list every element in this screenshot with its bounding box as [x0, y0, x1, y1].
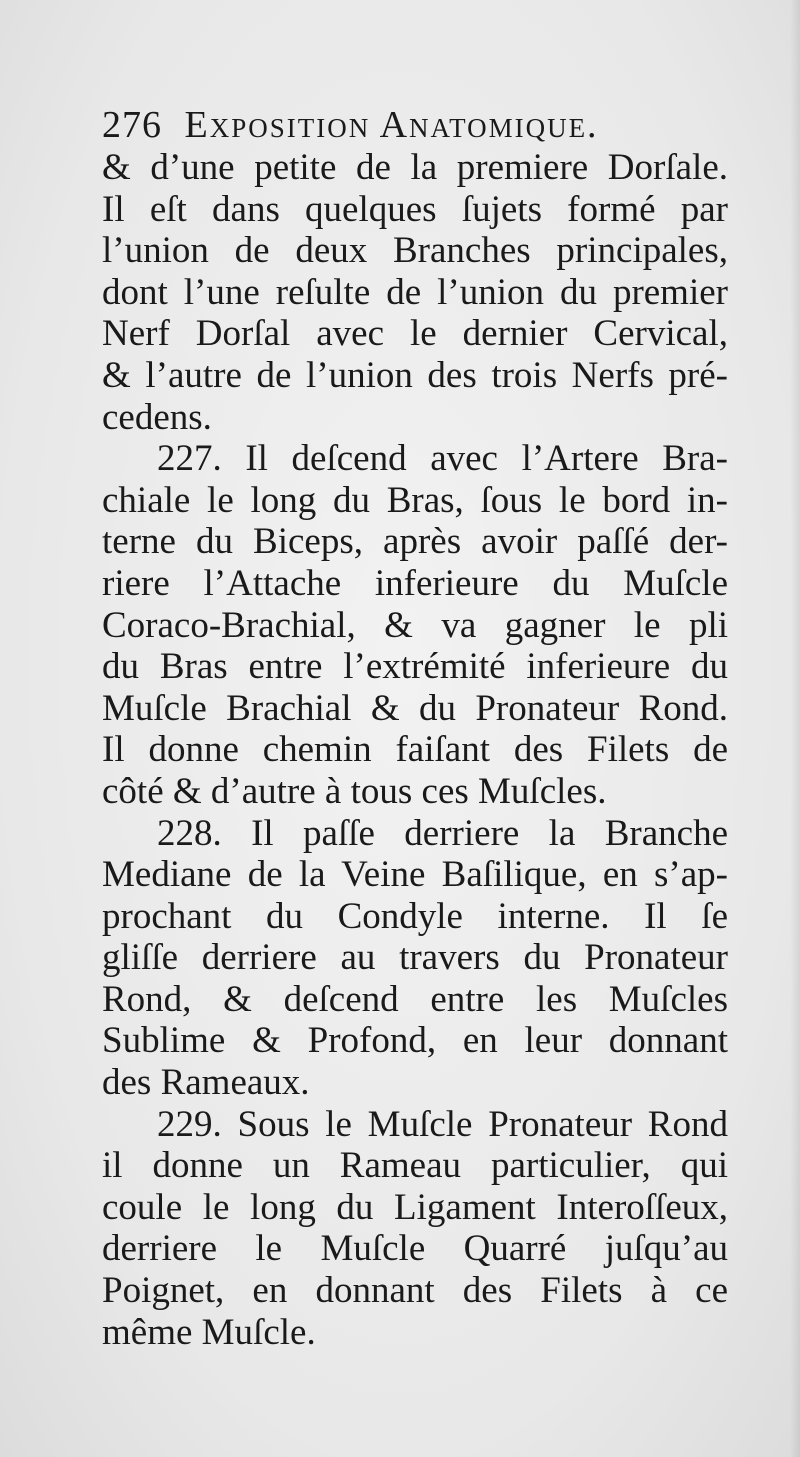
text-line: des Rameaux.: [102, 1062, 310, 1104]
text-line: côté & d’autre à tous ces Muſcles.: [102, 770, 607, 812]
text-line: Muſcle Brachial & du Pronateur Rond.: [102, 687, 728, 729]
body-text: [102, 147, 728, 1353]
text-line: terne du Biceps, après avoir paſſé der-: [102, 521, 728, 563]
page-number: 276: [102, 104, 162, 146]
paragraph-229-start: 229. Sous le Muſcle Pronateur Rond: [157, 1103, 728, 1145]
text-line: même Muſcle.: [102, 1311, 316, 1353]
text-line: Rond, & deſcend entre les Muſcles: [102, 978, 728, 1020]
text-line: Nerf Dorſal avec le dernier Cervical,: [102, 313, 728, 355]
text-line: gliſſe derriere au travers du Pronateur: [102, 937, 728, 979]
page-header: [102, 103, 742, 147]
text-line: l’union de deux Branches principales,: [102, 230, 728, 272]
text-line: & d’une petite de la premiere Dorſale.: [102, 147, 728, 188]
text-line: riere l’Attache inferieure du Muſcle: [102, 562, 728, 604]
paragraph-227-start: 227. Il deſcend avec l’Artere Bra-: [157, 438, 728, 480]
running-title: Exposition Anatomique.: [184, 104, 599, 146]
text-line: coule le long du Ligament Interoſſeux,: [102, 1186, 728, 1228]
text-line: Il eſt dans quelques ſujets formé par: [102, 188, 728, 230]
text-line: Poignet, en donnant des Filets à ce: [102, 1270, 728, 1312]
text-line: du Bras entre l’extrémité inferieure du: [102, 646, 728, 688]
text-line: il donne un Rameau particulier, qui: [102, 1145, 728, 1187]
text-line: Coraco-Brachial, & va gagner le pli: [102, 604, 728, 646]
text-line: Sublime & Profond, en leur donnant: [102, 1020, 728, 1062]
text-line: cedens.: [102, 396, 212, 438]
text-line: Il donne chemin faiſant des Filets de: [102, 729, 728, 771]
paragraph-228-start: 228. Il paſſe derriere la Branche: [157, 812, 728, 854]
text-line: derriere le Muſcle Quarré juſqu’au: [102, 1228, 728, 1270]
text-line: Mediane de la Veine Baſilique, en s’ap-: [102, 854, 728, 896]
text-line: chiale le long du Bras, ſous le bord in-: [102, 479, 728, 521]
text-line: & l’autre de l’union des trois Nerfs pré-: [102, 354, 728, 396]
text-line: dont l’une reſulte de l’union du premier: [102, 271, 728, 313]
text-line: prochant du Condyle interne. Il ſe: [102, 895, 728, 937]
